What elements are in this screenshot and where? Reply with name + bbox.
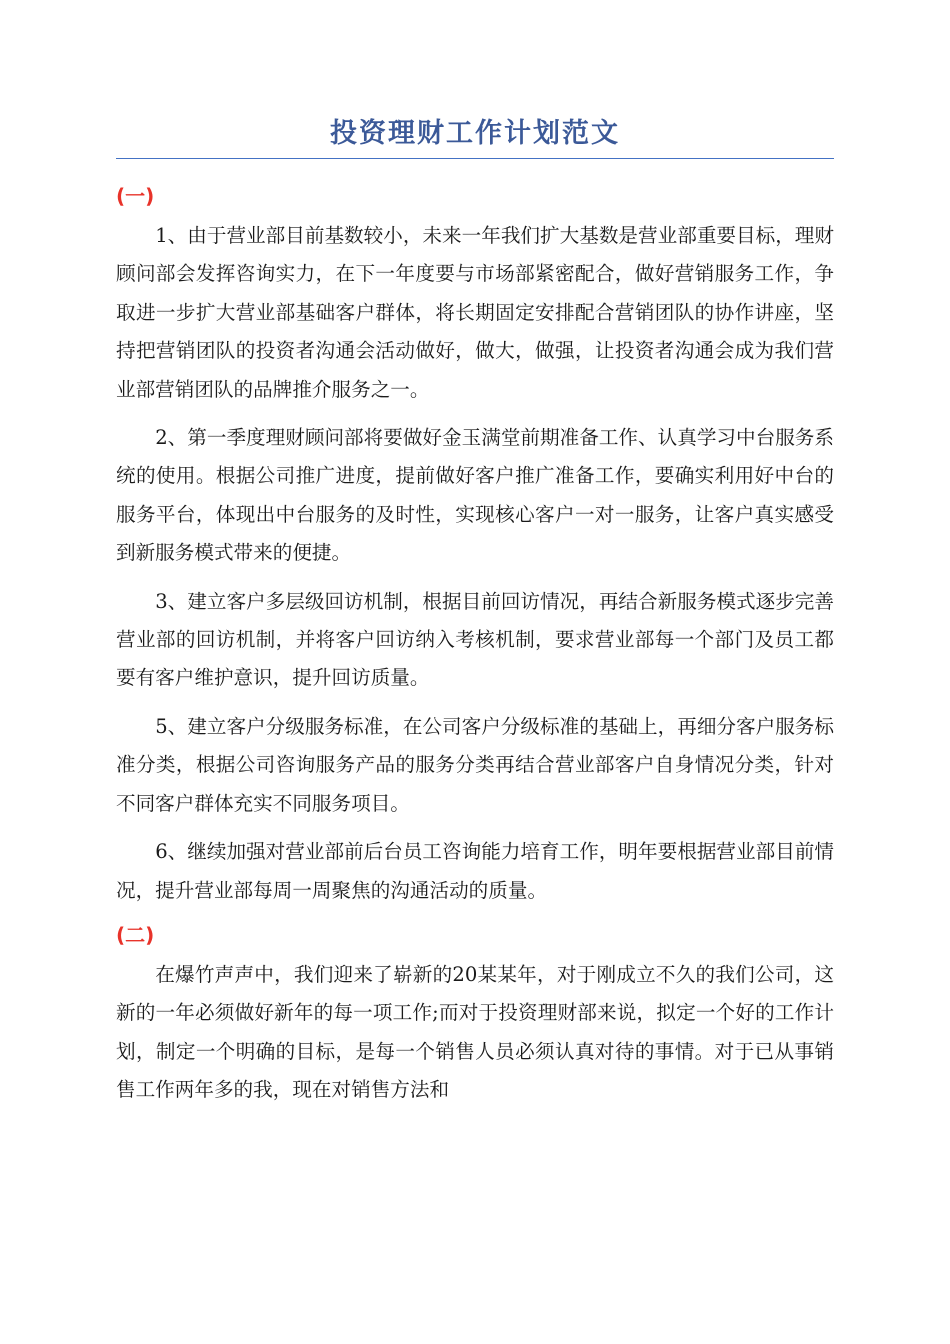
title-underline [116,158,834,159]
section-heading: (一) [116,184,155,208]
document-title: 投资理财工作计划范文 [330,118,620,149]
section-heading: (二) [116,922,155,947]
paragraph: 6、继续加强对营业部前后台员工咨询能力培育工作，明年要根据营业部目前情况，提升营业部每周一周聚焦的沟通活动的质量。 [116,840,834,902]
section-1 [116,181,834,910]
section-2 [116,920,834,1110]
paragraph: 1、由于营业部目前基数较小，未来一年我们扩大基数是营业部重要目标，理财顾问部会发挥咨询实力，在下一年度要与市场部紧密配合，做好营销服务工作，争取进一步扩大营业部基础客户群体，将长期固定安排配合营销团队的协作讲座，坚持把营销团队的投资者沟通会活动做好，做大，做强，让投资者沟通会成为我们营业部营销团队的品牌推介服务之一。 [116,224,834,401]
paragraph: 在爆竹声声中，我们迎来了崭新的20某某年，对于刚成立不久的我们公司，这新的一年必须做好新年的每一项工作;而对于投资理财部来说，拟定一个好的工作计划，制定一个明确的目标，是每一个销售人员必须认真对待的事情。对于已从事销售工作两年多的我，现在对销售方法和 [116,962,834,1102]
document-page [116,112,834,1120]
paragraph: 5、建立客户分级服务标准，在公司客户分级标准的基础上，再细分客户服务标准分类，根据公司咨询服务产品的服务分类再结合营业部客户自身情况分类，针对不同客户群体充实不同服务项目。 [116,714,834,815]
paragraph: 2、第一季度理财顾问部将要做好金玉满堂前期准备工作、认真学习中台服务系统的使用。根据公司推广进度，提前做好客户推广准备工作，要确实利用好中台的服务平台，体现出中台服务的及时性，实现核心客户一对一服务，让客户真实感受到新服务模式带来的便捷。 [116,426,834,565]
paragraph: 3、建立客户多层级回访机制，根据目前回访情况，再结合新服务模式逐步完善营业部的回访机制，并将客户回访纳入考核机制，要求营业部每一个部门及员工都要有客户维护意识，提升回访质量。 [116,589,834,690]
